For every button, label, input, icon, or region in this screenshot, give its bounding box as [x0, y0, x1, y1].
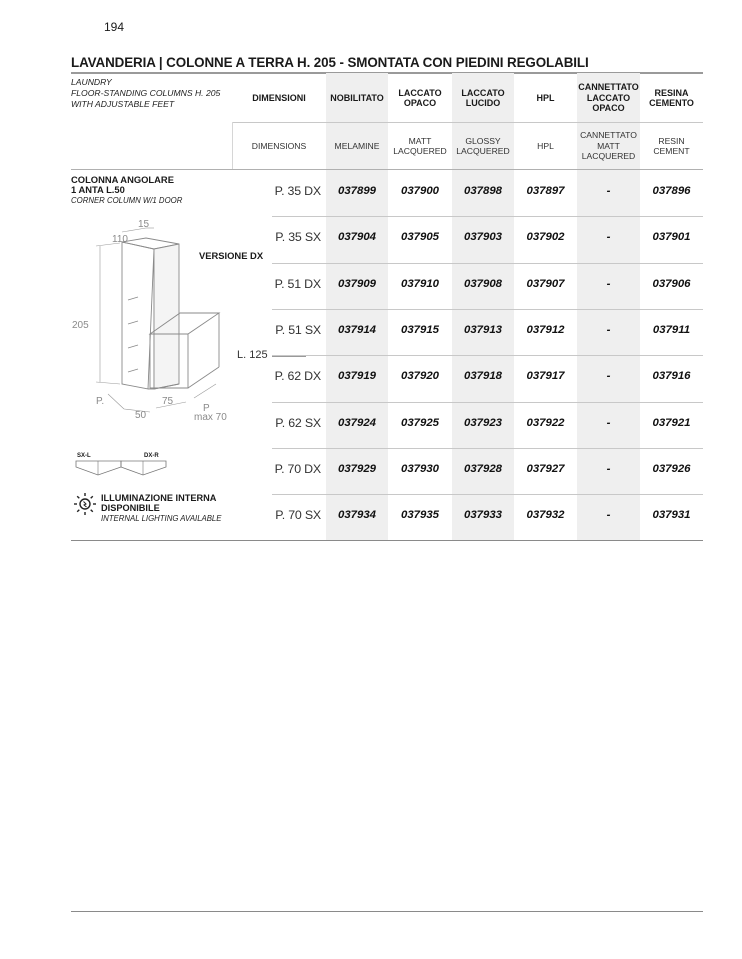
article-code: 037923	[463, 416, 502, 429]
size-label: P. 51 SX	[275, 322, 321, 337]
article-code: -	[606, 277, 611, 290]
article-code: 037897	[526, 185, 565, 197]
product-name-en: CORNER COLUMN W/1 DOOR	[71, 196, 183, 205]
size-label: P. 35 SX	[275, 230, 321, 245]
article-code: 037922	[526, 416, 565, 429]
article-code: 037896	[652, 185, 691, 197]
article-code: 037934	[337, 509, 376, 522]
column-header-hpl: HPL	[536, 92, 555, 103]
article-code: 037925	[400, 416, 439, 429]
article-code: 037932	[526, 509, 565, 522]
article-code: 037920	[400, 370, 439, 383]
article-code: 037911	[652, 323, 691, 336]
article-code: 037902	[526, 231, 565, 244]
article-code: 037913	[463, 323, 502, 336]
page-bottom-rule	[71, 911, 703, 912]
article-code: -	[606, 370, 611, 383]
column-header-cannettato-laccato-opaco: CANNETTATO LACCATO OPACO	[578, 82, 639, 114]
article-code: 037919	[337, 370, 376, 383]
article-code: 037933	[463, 509, 502, 522]
dim-75: 75	[162, 396, 174, 407]
article-code: 037929	[337, 462, 376, 475]
article-code: 037898	[463, 185, 502, 197]
article-code: 037916	[652, 370, 691, 383]
article-code: -	[606, 231, 611, 244]
article-code: 037921	[652, 416, 691, 429]
table-bottom-rule	[71, 540, 703, 541]
article-code: 037924	[337, 416, 376, 429]
column-subheader-dimensions: DIMENSIONS	[251, 140, 307, 151]
article-code: 037900	[400, 185, 439, 197]
article-code: -	[606, 323, 611, 336]
width-label: L. 125	[237, 349, 268, 361]
article-code: -	[606, 509, 611, 522]
article-code: 037899	[337, 185, 376, 197]
size-label: P. 35 DX	[274, 184, 321, 198]
column-subheader-glossy-lacquered: GLOSSY LACQUERED	[456, 135, 510, 156]
article-code: 037912	[526, 323, 565, 336]
column-subheader-hpl: HPL	[537, 140, 554, 151]
page-number: 194	[104, 20, 125, 34]
article-code: 037907	[526, 277, 565, 290]
column-subheader-melamine: MELAMINE	[334, 140, 380, 151]
header-divider	[232, 122, 703, 123]
article-code: 037906	[652, 277, 691, 290]
dim-205: 205	[72, 320, 89, 331]
dim-110: 110	[112, 234, 128, 245]
column-subheader-resin-cement: RESIN CEMENT	[653, 135, 690, 156]
article-code: -	[606, 462, 611, 475]
size-label: P. 70 DX	[274, 461, 321, 476]
article-code: 037926	[652, 462, 691, 475]
article-code: 037905	[400, 231, 439, 244]
article-code: 037908	[463, 277, 502, 290]
article-code: 037914	[337, 323, 376, 336]
article-code: 037903	[463, 231, 502, 244]
article-code: 037927	[526, 462, 565, 475]
dim-p: P.	[96, 396, 105, 407]
page-title: LAVANDERIA | COLONNE A TERRA H. 205 - SMONTATA CON PIEDINI REGOLABILI	[71, 55, 589, 70]
article-code: 037909	[337, 277, 376, 290]
article-code: 037930	[400, 462, 439, 475]
table-row	[0, 216, 742, 262]
table-row	[0, 309, 742, 355]
article-code: 037935	[400, 509, 439, 522]
column-subheader-cannettato-matt-lacquered: CANNETTATO MATT LACQUERED	[580, 130, 637, 162]
table-row	[0, 448, 742, 494]
size-label: P. 51 DX	[274, 276, 321, 291]
sx-label: SX-L	[77, 453, 91, 459]
article-code: 037910	[400, 277, 439, 290]
article-code: 037928	[463, 462, 502, 475]
dim-15: 15	[138, 219, 150, 230]
column-header-dimensioni: DIMENSIONI	[252, 92, 306, 103]
article-code: -	[606, 185, 611, 197]
column-header-laccato-opaco: LACCATO OPACO	[398, 87, 442, 108]
product-name: COLONNA ANGOLARE 1 ANTA L.50	[71, 174, 174, 195]
dim-max70: max 70	[194, 412, 227, 423]
version-label: VERSIONE DX	[199, 250, 264, 261]
dx-label: DX-R	[144, 453, 159, 459]
size-label: P. 62 DX	[274, 369, 321, 384]
laundry-subtitle: LAUNDRY FLOOR-STANDING COLUMNS H. 205 WITH ADJUSTABLE FEET	[71, 77, 221, 109]
table-row	[0, 170, 742, 216]
size-label: P. 62 SX	[275, 415, 321, 430]
table-row	[0, 494, 742, 540]
column-header-laccato-lucido: LACCATO LUCIDO	[461, 87, 505, 108]
lighting-label: ILLUMINAZIONE INTERNA DISPONIBILE	[101, 493, 217, 513]
article-code: 037904	[337, 231, 376, 244]
article-code: 037915	[400, 323, 439, 336]
column-header-nobilitato: NOBILITATO	[330, 92, 384, 103]
article-code: 037917	[526, 370, 565, 383]
lighting-label-en: INTERNAL LIGHTING AVAILABLE	[101, 514, 222, 523]
table-row	[0, 263, 742, 309]
dim-p2: P	[203, 403, 210, 414]
article-code: 037918	[463, 370, 502, 383]
table-row	[0, 355, 742, 401]
article-code: 037931	[652, 509, 691, 522]
table-row	[0, 402, 742, 448]
article-code: 037901	[652, 231, 691, 244]
column-header-resina-cemento: RESINA CEMENTO	[649, 87, 694, 108]
column-subheader-matt-lacquered: MATT LACQUERED	[393, 135, 447, 156]
article-code: -	[606, 416, 611, 429]
size-label: P. 70 SX	[275, 508, 321, 523]
dim-50: 50	[135, 410, 147, 421]
